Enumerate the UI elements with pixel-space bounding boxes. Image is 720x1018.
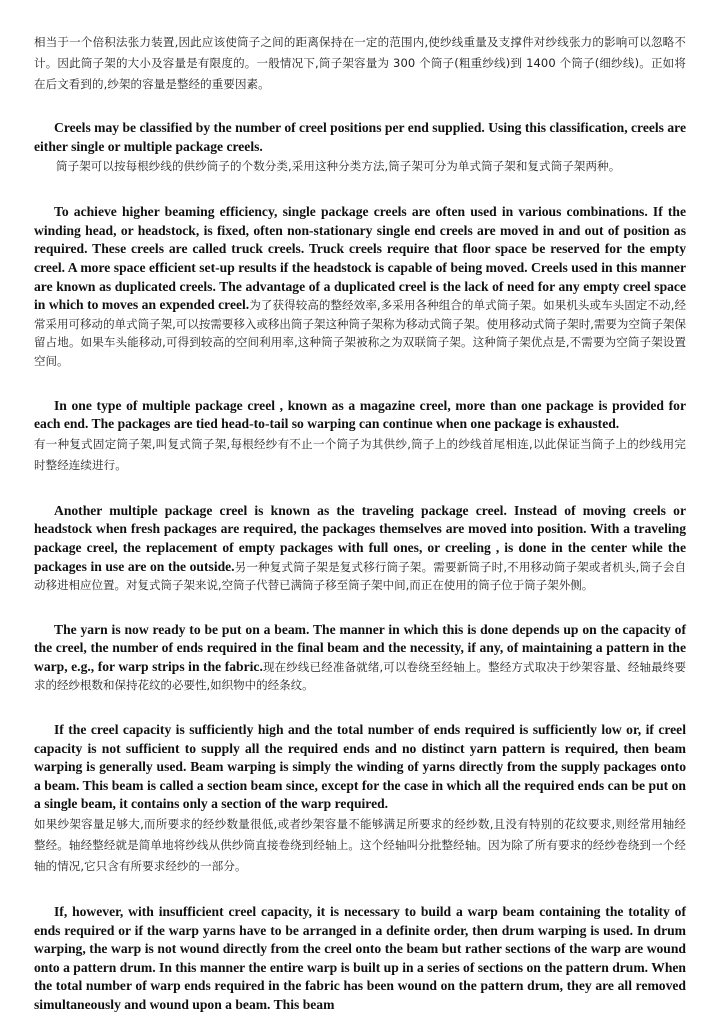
para6-zh: 如果纱架容量足够大,而所要求的经纱数量很低,或者纱架容量不能够满足所要求的经纱数,且没有特别的花纹要求,则经常用轴经整经。轴经整经就是简单地将纱线从供纱筒直接卷绕到经轴上。这个经轴叫分批整经轴。因为除了所有要求的经纱卷绕到一个经轴的情况,它只含有所要求经纱的一部分。 [34,817,686,874]
para2-en: To achieve higher beaming efficiency, single package creels are often used in various combinations. If the winding head, or headstock, is fixed, often non-stationary single end creels are moved in and out of position as required. These creels are called truck creels. Truck creels require that floor space be reserved for the empty creel. A more space efficient set-up results if the headstock is capable of being moved. Creels used in this manner are known as duplicated creels. The advantage of a duplicated creel is the lack of need for any empty creel space in which to moves an expended creel. [34,204,686,313]
para5 [34,621,686,695]
para2-zh: 为了获得较高的整经效率,多采用各种组合的单式筒子架。如果机头或车头固定不动,经常采用可移动的单式筒子架,可以按需要移入或移出筒子架这种筒子架称为移动式筒子架。使用移动式筒子架时,需要为空筒子架保留占地。如果车头能移动,可得到较高的空间利用率,这种筒子架被称之为双联筒子架。这种筒子架优点是,不需要为空筒子架设置空间。 [34,298,686,368]
para2 [34,203,686,370]
para3-zh: 有一种复式固定筒子架,叫复式筒子架,每根经纱有不止一个筒子为其供纱,筒子上的纱线首尾相连,以此保证当筒子上的纱线用完时整经连续进行。 [34,436,686,472]
para4-zh: 另一种复式筒子架是复式移行筒子架。需要新筒子时,不用移动筒子架或者机头,筒子会自动移进相应位置。对复式筒子架来说,空筒子代替已满筒子移至筒子架中间,而正在使用的筒子位于筒子架外侧。 [34,559,686,593]
para5-zh: 现在纱线已经准备就绪,可以卷绕至经轴上。整经方式取决于纱架容量、经轴最终要求的经纱根数和保持花纹的必要性,如织物中的经条纹。 [34,659,686,693]
para6-en: If the creel capacity is sufficiently high and the total number of ends required is sufficiently low or, if creel capacity is not sufficient to supply all the required ends and no distinct yarn pattern is required, then beam warping is generally used. Beam warping is simply the winding of yarns directly from the supply packages onto a beam. This beam is called a section beam since, except for the case in which all the required ends can be put on a single beam, it contains only a section of the warp required. [34,722,686,812]
para7-en: If, however, with insufficient creel capacity, it is necessary to build a warp beam containing the totality of ends required or if the warp yarns have to be arranged in a definite order, then drum warping is used. In drum warping, the warp is not wound directly from the creel onto the beam but rather sections of the warp are wound onto a pattern drum. In this manner the entire warp is built up in a series of sections on the pattern drum. When the total number of warp ends required in the fabric has been wound on the pattern drum, they are all removed simultaneously and wound upon a beam. This beam [34,904,686,1012]
para3-en: In one type of multiple package creel , known as a magazine creel, more than one package is provided for each end. The packages are tied head-to-tail so warping can continue when one package is exhausted. [34,397,686,432]
para4 [34,502,686,595]
para4-en: Another multiple package creel is known as the traveling package creel. Instead of moving creels or headstock when fresh packages are required, the packages themselves are moved into position. With a traveling package creel, the replacement of empty packages with full ones, or creeling , is done in the center while the packages in use are on the outside. [34,502,686,574]
para0-zh: 相当于一个倍积法张力装置,因此应该使筒子之间的距离保持在一定的范围内,使纱线重量及支撑件对纱线张力的影响可以忽略不计。因此筒子架的大小及容量是有限度的。一般情况下,筒子架容量为 300 个筒子(粗重纱线)到 1400 个筒子(细纱线)。正如将在后文看到的,纱架的容量是整经的重要因素。 [34,35,686,91]
para5-en: The yarn is now ready to be put on a beam. The manner in which this is done depends up on the capacity of the creel, the number of ends required in the final beam and the necessity, if any, of maintaining a pattern in the warp, e.g., for warp strips in the fabric. [34,621,686,674]
document-page [34,32,686,1015]
para1-zh: 筒子架可以按每根纱线的供纱筒子的个数分类,采用这种分类方法,筒子架可分为单式筒子架和复式筒子架两种。 [56,159,621,174]
para1-en: Creels may be classified by the number of creel positions per end supplied. Using this classification, creels are either single or multiple package creels. [34,120,686,154]
